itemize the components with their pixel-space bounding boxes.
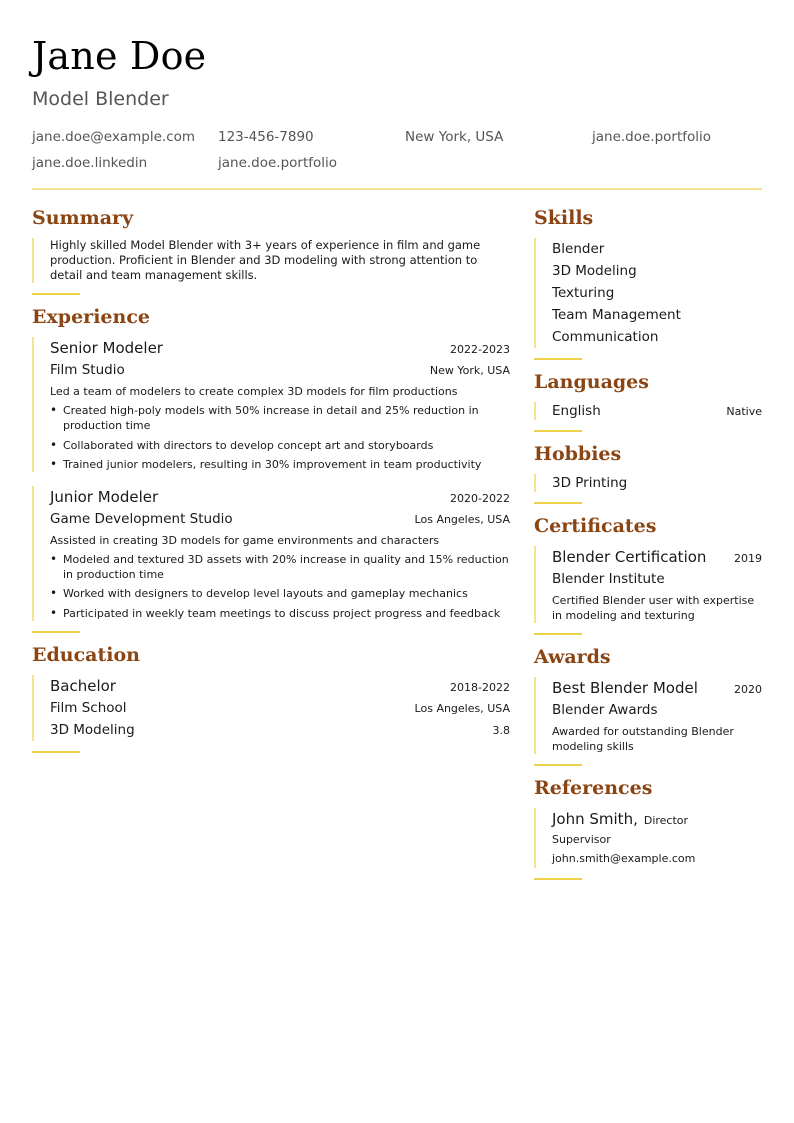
certificate-description: Certified Blender user with expertise in modeling and texturing	[552, 594, 755, 622]
references-section	[534, 776, 762, 880]
header-divider	[32, 188, 762, 190]
certificate-issuer: Blender Institute	[552, 571, 665, 587]
job-bullet: • Worked with designers to develop level layouts and gameplay mechanics	[50, 586, 510, 601]
section-underline	[32, 751, 80, 753]
experience-heading: Experience	[32, 306, 150, 328]
certificates-heading: Certificates	[534, 515, 657, 537]
contact-portfolio[interactable]: jane.doe.portfolio	[592, 129, 712, 145]
job-location: Los Angeles, USA	[414, 512, 510, 526]
skills-section	[534, 206, 762, 360]
contact-email[interactable]: jane.doe@example.com	[32, 129, 196, 145]
skill-item: Blender	[552, 241, 605, 257]
section-underline	[534, 502, 582, 504]
education-gpa: 3.8	[492, 723, 510, 737]
awards-section	[534, 645, 762, 766]
languages-heading: Languages	[534, 371, 649, 393]
job-summary: Led a team of modelers to create complex 3D models for film productions	[50, 385, 458, 398]
section-underline	[32, 631, 80, 633]
contact-phone[interactable]: 123-456-7890	[218, 129, 314, 145]
skill-item: 3D Modeling	[552, 263, 637, 279]
job-bullets	[50, 552, 510, 621]
hobbies-section	[534, 442, 762, 504]
job-company: Game Development Studio	[50, 510, 233, 527]
contact-list	[32, 128, 762, 172]
experience-section	[32, 305, 510, 633]
job-role: Junior Modeler	[50, 487, 159, 506]
job-summary: Assisted in creating 3D models for game environments and characters	[50, 533, 440, 547]
section-underline	[32, 293, 80, 295]
reference-role: Director	[643, 814, 689, 827]
section-underline	[534, 633, 582, 635]
certificate-title: Blender Certification	[552, 548, 707, 566]
summary-text: Highly skilled Model Blender with 3+ years of experience in film and game production. Proficient in Blender and 3D modeling with strong attention to detail and team management skills.	[50, 238, 481, 282]
left-column	[32, 206, 510, 763]
job-bullet: • Participated in weekly team meetings to discuss project progress and feedback	[50, 606, 510, 621]
award-description: Awarded for outstanding Blender modeling skills	[552, 725, 734, 753]
reference-email[interactable]: john.smith@example.com	[552, 852, 696, 865]
skill-item: Team Management	[552, 307, 681, 323]
languages-list	[534, 402, 762, 420]
skills-list	[534, 238, 762, 348]
skills-heading: Skills	[534, 207, 594, 229]
right-column	[534, 206, 762, 890]
language-level: Native	[726, 405, 762, 418]
job-bullet: • Trained junior modelers, resulting in 30% improvement in team productivity	[50, 457, 510, 472]
education-location: Los Angeles, USA	[414, 701, 510, 715]
education-dates: 2018-2022	[450, 680, 510, 694]
contact-portfolio-secondary[interactable]: jane.doe.portfolio	[218, 155, 338, 171]
references-heading: References	[534, 777, 653, 799]
award-item	[534, 677, 762, 754]
skill-item: Communication	[552, 329, 659, 345]
education-heading: Education	[32, 643, 140, 666]
job-dates: 2022-2023	[450, 343, 510, 356]
candidate-title: Model Blender	[32, 88, 169, 110]
job-bullet: • Created high-poly models with 50% increase in detail and 25% reduction in production time	[50, 403, 510, 433]
section-underline	[534, 358, 582, 360]
hobbies-list	[534, 474, 762, 492]
summary-body	[32, 238, 510, 283]
experience-item	[32, 337, 510, 472]
candidate-name: Jane Doe	[32, 34, 207, 78]
awards-heading: Awards	[534, 646, 611, 668]
education-school: Film School	[50, 699, 127, 716]
reference-name: John Smith,	[552, 810, 638, 828]
reference-relation: Supervisor	[552, 833, 611, 846]
job-company: Film Studio	[50, 362, 125, 378]
award-issuer: Blender Awards	[552, 702, 658, 718]
job-bullets	[50, 403, 510, 472]
certificate-item	[534, 546, 762, 623]
education-item	[32, 675, 510, 741]
language-name: English	[552, 403, 601, 419]
job-dates: 2020-2022	[450, 491, 510, 505]
section-underline	[534, 764, 582, 766]
hobby-item: 3D Printing	[552, 475, 628, 491]
education-field: 3D Modeling	[50, 721, 135, 738]
award-title: Best Blender Model	[552, 679, 698, 697]
education-degree: Bachelor	[50, 676, 116, 695]
skill-item: Texturing	[552, 285, 615, 301]
contact-location: New York, USA	[405, 129, 504, 145]
award-year: 2020	[734, 683, 762, 696]
languages-section	[534, 370, 762, 432]
section-underline	[534, 878, 582, 880]
summary-section	[32, 206, 510, 295]
certificate-year: 2019	[734, 552, 762, 565]
contact-linkedin[interactable]: jane.doe.linkedin	[32, 155, 148, 171]
hobbies-heading: Hobbies	[534, 443, 622, 465]
reference-item	[534, 808, 762, 868]
certificates-section	[534, 514, 762, 635]
job-location: New York, USA	[429, 364, 510, 377]
job-bullet: • Modeled and textured 3D assets with 20% increase in quality and 15% reduction in production time	[50, 552, 510, 582]
education-section	[32, 643, 510, 753]
job-bullet: • Collaborated with directors to develop concept art and storyboards	[50, 438, 510, 453]
experience-item	[32, 486, 510, 621]
summary-heading: Summary	[32, 207, 134, 229]
language-item	[552, 402, 762, 420]
job-role: Senior Modeler	[50, 339, 163, 357]
section-underline	[534, 430, 582, 432]
